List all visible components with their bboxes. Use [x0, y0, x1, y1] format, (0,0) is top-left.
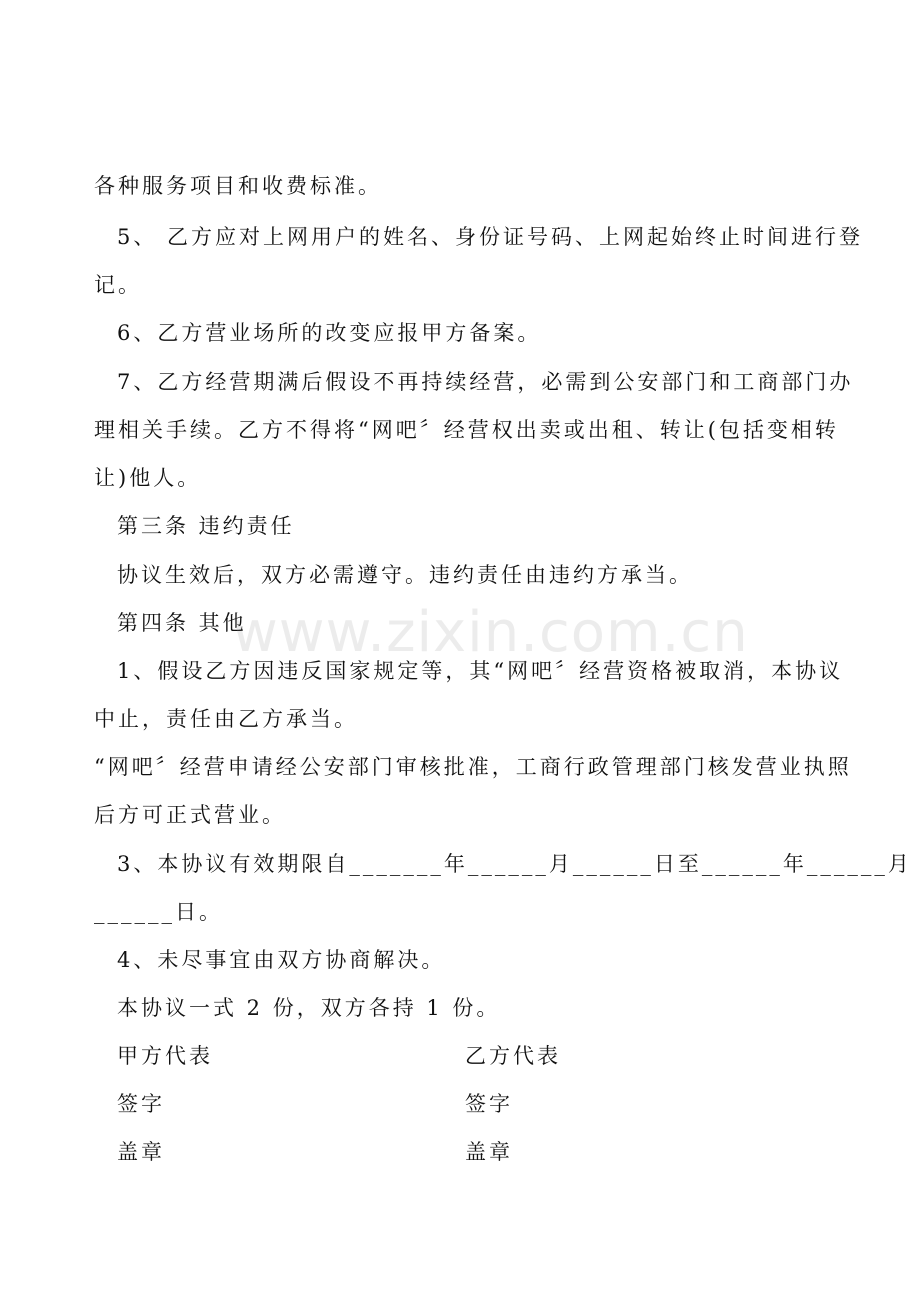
- party-a-representative-label: 甲方代表: [117, 1044, 213, 1068]
- clause-7-line-2: 理相关手续。乙方不得将“网吧〞经营权出卖或出租、转让(包括变相转: [94, 418, 839, 442]
- clause-5-line-2: 记。: [94, 273, 142, 297]
- article-4-clause-1-line-2: 中止，责任由乙方承当。: [94, 707, 358, 731]
- party-a-seal-label: 盖章: [117, 1140, 165, 1164]
- clause-5-line-1: 5、 乙方应对上网用户的姓名、身份证号码、上网起始终止时间进行登: [117, 225, 864, 249]
- article-4-clause-2-line-1: “网吧〞经营申请经公安部门审核批准，工商行政管理部门核发营业执照: [94, 755, 852, 779]
- copies-statement: 本协议一式 2 份，双方各持 1 份。: [117, 996, 501, 1020]
- article-4-clause-3-line-1: 3、本协议有效期限自_______年______月______日至______年______月: [117, 852, 912, 876]
- article-4-clause-2-line-2: 后方可正式营业。: [94, 803, 286, 827]
- article-4-clause-1-line-1: 1、假设乙方因违反国家规定等，其“网吧〞经营资格被取消，本协议: [117, 659, 844, 683]
- clause-6: 6、乙方营业场所的改变应报甲方备案。: [117, 321, 542, 345]
- party-b-seal-label: 盖章: [465, 1140, 513, 1164]
- article-4-clause-3-line-2: ______日。: [94, 900, 223, 924]
- party-a-signature-label: 签字: [117, 1092, 165, 1116]
- article-3-heading: 第三条 违约责任: [117, 514, 295, 538]
- party-b-representative-label: 乙方代表: [465, 1044, 561, 1068]
- article-3-body: 协议生效后，双方必需遵守。违约责任由违约方承当。: [117, 563, 693, 587]
- watermark: www.zixin.com.cn: [232, 600, 749, 665]
- party-b-signature-label: 签字: [465, 1092, 513, 1116]
- paragraph-line: 各种服务项目和收费标准。: [94, 174, 382, 198]
- article-4-clause-4: 4、未尽事宜由双方协商解决。: [117, 948, 446, 972]
- clause-7-line-1: 7、乙方经营期满后假设不再持续经营，必需到公安部门和工商部门办: [117, 370, 854, 394]
- clause-7-line-3: 让)他人。: [94, 466, 202, 490]
- article-4-heading: 第四条 其他: [117, 611, 247, 635]
